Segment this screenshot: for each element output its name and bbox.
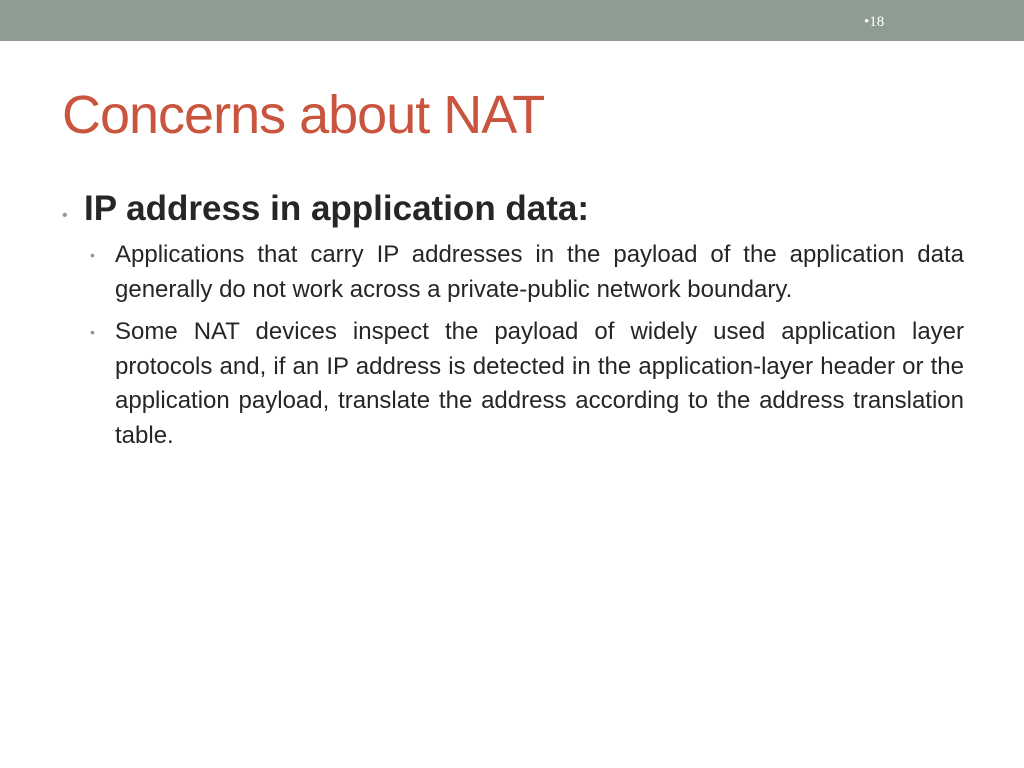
sub-bullet-text: Some NAT devices inspect the payload of widely used application layer protocols and, if an IP address is detected in the application-layer header or the application payload, translate the address according to the address translation table. xyxy=(115,318,964,449)
slide-content xyxy=(60,186,964,461)
sub-bullet-list xyxy=(88,238,964,453)
bullet-marker: • xyxy=(62,207,68,224)
sub-bullet-item xyxy=(88,238,964,307)
bullet-marker: • xyxy=(90,247,95,263)
slide-number: •18 xyxy=(864,14,885,30)
sub-bullet-text: Applications that carry IP addresses in the payload of the application data generally do not work across a private-public network boundary. xyxy=(115,241,964,303)
bullet-marker: • xyxy=(90,324,95,340)
bullet-heading: IP address in application data: xyxy=(84,189,590,228)
header-bar xyxy=(0,0,1024,41)
slide-title: Concerns about NAT xyxy=(62,85,545,145)
sub-bullet-item xyxy=(88,315,964,453)
bullet-level-1 xyxy=(60,186,964,232)
